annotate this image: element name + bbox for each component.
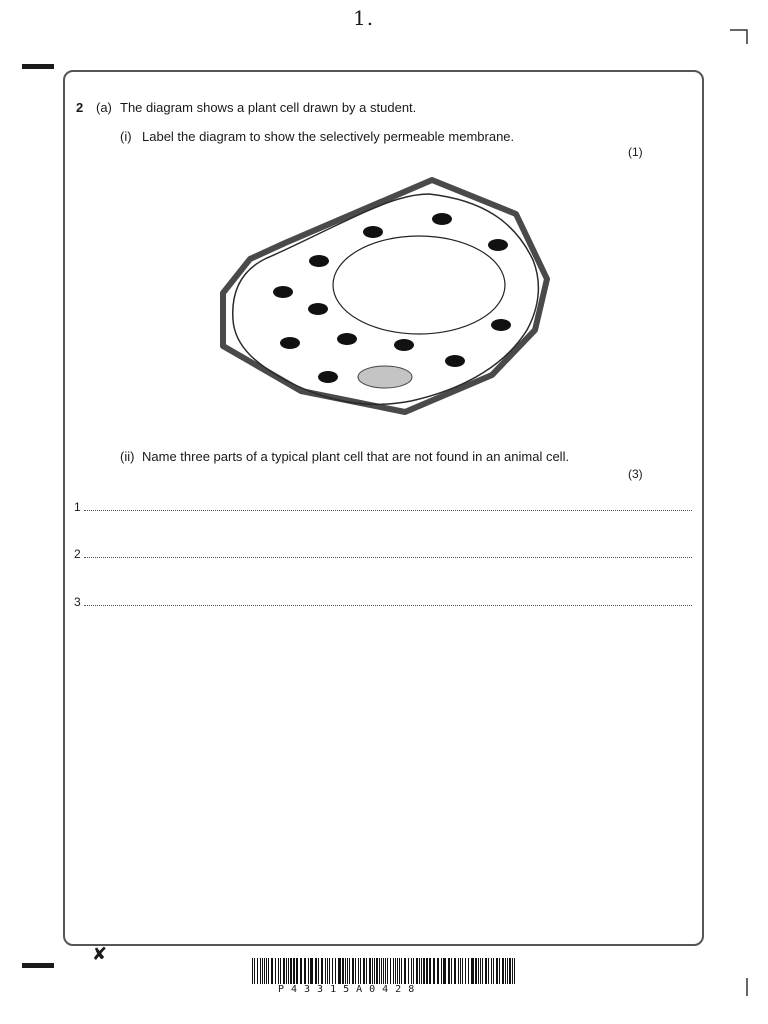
barcode [252,958,518,995]
chloroplast [394,339,414,351]
part-ii-text: Name three parts of a typical plant cell that are not found in an animal cell. [142,449,570,464]
barcode-bar [488,958,489,984]
barcode-bar [321,958,323,984]
barcode-bar [308,958,309,984]
chloroplast [445,355,465,367]
page-number: 1. [353,6,375,30]
vacuole [333,236,505,334]
barcode-bar [390,958,391,984]
answer-number-3: 3 [74,595,81,609]
barcode-bar [290,958,292,984]
barcode-bar [257,958,258,984]
barcode-bar [327,958,328,984]
barcode-bar [419,958,420,984]
barcode-bar [288,958,289,984]
barcode-bar [372,958,373,984]
barcode-bar [325,958,326,984]
barcode-bar [280,958,281,984]
barcode-bar [482,958,483,984]
plant-cell-diagram [215,172,555,422]
barcode-bar [512,958,513,984]
barcode-bar [423,958,425,984]
barcode-bar [397,958,398,984]
barcode-bar [347,958,348,984]
barcode-bar [310,958,313,984]
barcode-bar [360,958,361,984]
corner-mark-bottom-right [730,978,748,996]
barcode-bar [480,958,481,984]
barcode-bar [395,958,396,984]
part-ii-label: (ii) [120,449,135,464]
barcode-bar [262,958,263,984]
barcode-bar [404,958,406,984]
chloroplast [488,239,508,251]
barcode-bar [401,958,402,984]
barcode-bar [335,958,336,984]
barcode-bar [300,958,302,984]
barcode-bar [252,958,253,984]
barcode-bar [485,958,487,984]
barcode-bar [408,958,409,984]
barcode-bar [374,958,375,984]
chloroplast [432,213,452,225]
nucleus [358,366,412,388]
barcode-bar [505,958,506,984]
barcode-bar [437,958,439,984]
barcode-bar [499,958,500,984]
chloroplast [280,337,300,349]
barcode-bar [329,958,330,984]
chloroplast [337,333,357,345]
barcode-bar [376,958,378,984]
barcode-bar [416,958,418,984]
barcode-bar [363,958,365,984]
barcode-bar [460,958,461,984]
barcode-bar [451,958,452,984]
barcode-bar [286,958,287,984]
question-number: 2 [76,100,84,115]
candidate-cross-mark: ✘ [92,944,108,964]
chloroplast [318,371,338,383]
barcode-bar [399,958,400,984]
barcode-bars [252,958,518,984]
part-i-marks: (1) [628,145,643,159]
answer-line-2[interactable] [84,557,692,558]
barcode-bar [496,958,498,984]
part-a-label: (a) [96,100,112,115]
part-a-text: The diagram shows a plant cell drawn by a student. [120,100,417,115]
chloroplast [363,226,383,238]
barcode-bar [462,958,463,984]
barcode-bar [296,958,298,984]
barcode-bar [471,958,474,984]
barcode-bar [443,958,446,984]
chloroplast [491,319,511,331]
part-i-label: (i) [120,129,132,144]
barcode-bar [458,958,459,984]
answer-line-3[interactable] [84,605,692,606]
barcode-bar [264,958,265,984]
registration-bar-top [22,64,54,69]
barcode-bar [369,958,371,984]
barcode-bar [387,958,388,984]
barcode-bar [293,958,295,984]
barcode-bar [393,958,394,984]
barcode-bar [345,958,346,984]
barcode-bar [478,958,479,984]
barcode-bar [283,958,285,984]
registration-bar-bottom [22,963,54,968]
barcode-bar [254,958,255,984]
barcode-bar [468,958,469,984]
barcode-bar [318,958,319,984]
barcode-bar [475,958,477,984]
barcode-bar [507,958,508,984]
barcode-bar [448,958,450,984]
barcode-bar [385,958,386,984]
question-header [76,100,83,115]
barcode-bar [465,958,466,984]
barcode-bar [426,958,428,984]
barcode-bar [315,958,317,984]
barcode-bar [383,958,384,984]
barcode-bar [509,958,511,984]
answer-number-1: 1 [74,500,81,514]
barcode-bar [338,958,341,984]
barcode-bar [304,958,306,984]
part-ii-marks: (3) [628,467,643,481]
chloroplast [273,286,293,298]
barcode-bar [433,958,435,984]
barcode-bar [271,958,273,984]
barcode-bar [413,958,414,984]
barcode-bar [355,958,356,984]
barcode-text: P43315A0428 [278,984,422,995]
barcode-bar [381,958,382,984]
barcode-bar [514,958,515,984]
barcode-bar [342,958,344,984]
corner-mark-top-right [730,26,748,44]
barcode-bar [332,958,333,984]
barcode-bar [454,958,456,984]
barcode-bar [379,958,380,984]
answer-number-2: 2 [74,547,81,561]
barcode-bar [441,958,442,984]
barcode-bar [358,958,359,984]
barcode-bar [268,958,269,984]
answer-line-1[interactable] [84,510,692,511]
barcode-bar [429,958,431,984]
barcode-bar [493,958,494,984]
part-i-text: Label the diagram to show the selectively permeable membrane. [142,129,515,144]
barcode-bar [366,958,367,984]
barcode-bar [349,958,350,984]
barcode-bar [278,958,279,984]
barcode-bar [266,958,267,984]
chloroplast [309,255,329,267]
barcode-bar [275,958,276,984]
barcode-bar [352,958,354,984]
barcode-bar [421,958,422,984]
barcode-bar [411,958,412,984]
barcode-bar [260,958,261,984]
chloroplast [308,303,328,315]
barcode-bar [502,958,504,984]
barcode-bar [491,958,492,984]
